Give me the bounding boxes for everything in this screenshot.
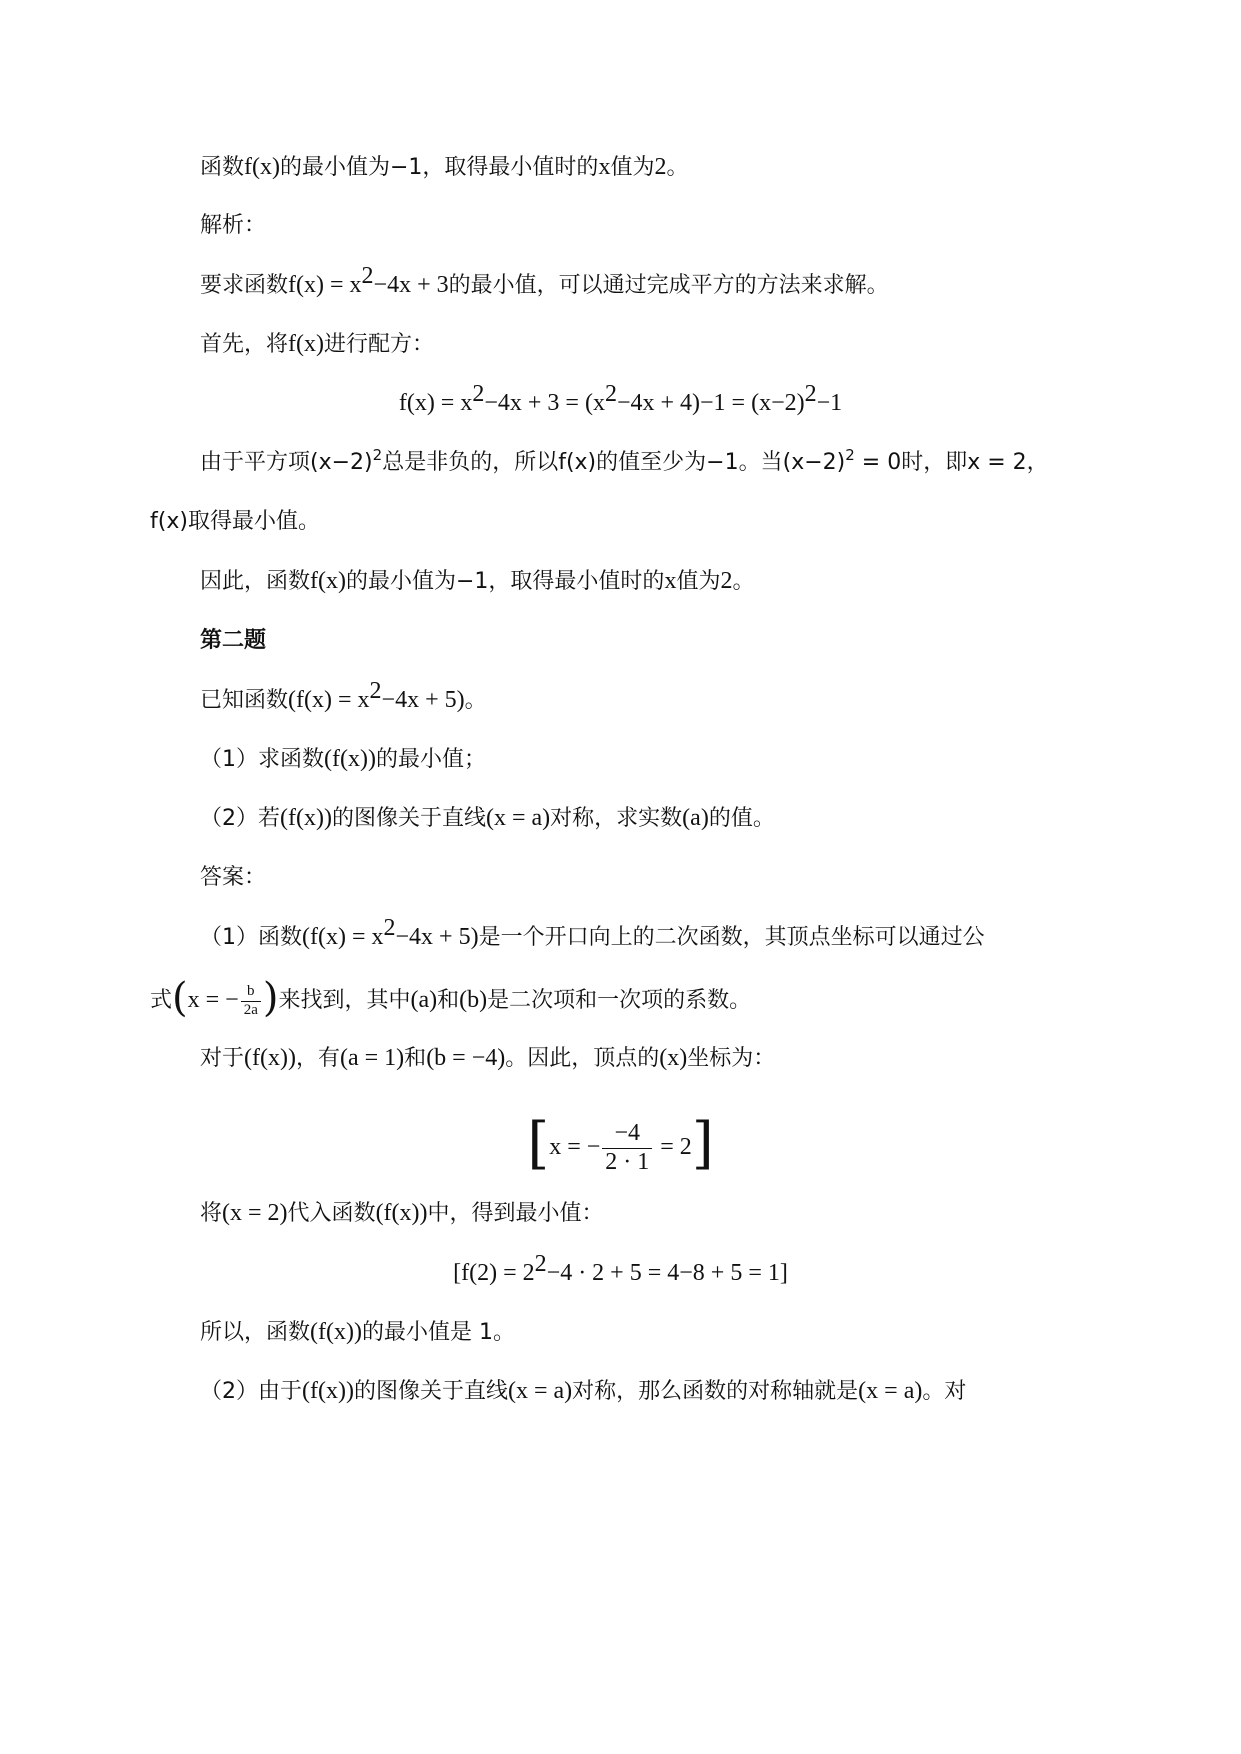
text: 对称，那么函数的对称轴就是 (572, 1379, 859, 1404)
analysis-heading (200, 209, 266, 243)
text: 解析： (200, 213, 267, 238)
exponent: 2 (534, 1251, 547, 1277)
equation-min-value (0, 1251, 1241, 1291)
exponent: 2 (372, 446, 383, 464)
paragraph-line (200, 446, 1049, 480)
text: 对称，求实数 (550, 806, 683, 831)
math: −4x + 4)−1 = (x−2) (616, 390, 805, 416)
text: 。 (732, 569, 755, 594)
fraction (241, 983, 261, 1019)
equation-completing-square (0, 381, 1241, 421)
bracket: [ (527, 1111, 550, 1177)
paragraph-line (200, 564, 754, 599)
text: 已知函数 (200, 688, 289, 713)
text: ， (1026, 450, 1049, 475)
math: x = − (549, 1134, 601, 1161)
bracket: ] (691, 1111, 714, 1177)
fraction (602, 1120, 652, 1176)
text: 坐标为： (687, 1046, 776, 1071)
math: (x−2) (310, 450, 373, 475)
text: 取得最小值。 (187, 509, 320, 534)
paragraph-line (200, 1041, 775, 1076)
math: (f(x) = x (288, 687, 370, 713)
text: 的最小值是 1。 (361, 1320, 515, 1345)
text: 时，即 (901, 450, 968, 475)
text: 是一个开口向上的二次函数，其顶点坐标可以通过公 (478, 925, 985, 950)
paragraph-line (200, 1315, 515, 1350)
answer-heading (200, 861, 266, 895)
exponent: 2 (845, 446, 855, 464)
text: 对于 (200, 1046, 245, 1071)
exponent: 2 (361, 263, 374, 289)
text: ，有 (295, 1046, 340, 1071)
text: 第二题 (200, 628, 267, 653)
math: (f(x)) (375, 1200, 428, 1226)
math: (x = 2) (222, 1200, 288, 1226)
text: 的值。 (708, 806, 775, 831)
math: f(x) = x (288, 272, 362, 298)
math: 2 (654, 154, 667, 180)
text: 来找到，其中 (278, 988, 411, 1013)
text: 值为 (610, 155, 655, 180)
math: f(x) (558, 450, 597, 475)
paragraph-line (150, 505, 320, 539)
text: 所以，函数 (200, 1320, 311, 1345)
exponent: 2 (472, 381, 485, 407)
math: 2 (720, 568, 733, 594)
math: −4 · 2 + 5 = 4−8 + 5 = 1] (546, 1260, 788, 1286)
math: (f(x)) (280, 805, 332, 831)
text: 将 (200, 1201, 223, 1226)
exponent: 2 (369, 678, 382, 704)
text: 。因此，顶点的 (505, 1046, 660, 1071)
text: 要求函数 (200, 273, 289, 298)
text: 的图像关于直线 (353, 1379, 508, 1404)
math: (a = 1) (340, 1045, 405, 1071)
text: 是二次项和一次项的系数。 (487, 988, 752, 1013)
math: = 0 (854, 450, 902, 475)
equation-vertex-x (0, 1111, 1241, 1177)
math: −1 (816, 390, 843, 416)
math: f(x) (150, 509, 188, 534)
numerator: b (241, 983, 261, 1001)
math: (x−2) (782, 450, 846, 475)
problem-statement (200, 678, 487, 718)
text: 因此，函数 (200, 569, 311, 594)
text: 。 (666, 155, 689, 180)
math: (b = −4) (426, 1045, 506, 1071)
numerator: −4 (602, 1120, 652, 1149)
text: 的最小值为−1，取得最小值时的 (280, 155, 599, 180)
math: [f(2) = 2 (453, 1260, 535, 1286)
paragraph-line (150, 975, 752, 1021)
exponent: 2 (804, 381, 817, 407)
math: x = 2 (967, 450, 1027, 475)
math: (f(x) = x (302, 924, 384, 950)
paren: ( (172, 975, 188, 1021)
math: −1 (706, 450, 739, 475)
text: 中，得到最小值： (427, 1201, 604, 1226)
math: f(x) = x (398, 390, 473, 416)
math: −4x + 3 = (x (484, 390, 605, 416)
paragraph-line (200, 263, 889, 303)
text: （1）求函数 (200, 747, 324, 772)
math: −4x + 5) (395, 924, 479, 950)
exponent: 2 (604, 381, 617, 407)
math: (f(x)) (244, 1045, 296, 1071)
math: −4x + 5) (381, 687, 465, 713)
math: x (664, 568, 677, 594)
math: = 2 (654, 1134, 692, 1161)
text: 函数 (200, 155, 245, 180)
text: 。 (464, 688, 487, 713)
paragraph-line (200, 1196, 604, 1231)
math: f(x) (310, 568, 346, 594)
text: 首先，将 (200, 332, 289, 357)
text: 值为 (676, 569, 721, 594)
math: (x = a) (507, 1378, 573, 1404)
answer-summary-line (200, 150, 688, 185)
text: 进行配方： (324, 332, 435, 357)
math: (f(x)) (324, 746, 376, 772)
paragraph-line (200, 327, 434, 362)
text: 和 (404, 1046, 427, 1071)
math: −4x + 3 (373, 272, 449, 298)
text: 的图像关于直线 (331, 806, 486, 831)
text: 的值至少为 (596, 450, 707, 475)
text: （2）若 (200, 806, 280, 831)
question-1 (200, 742, 486, 777)
text: 由于平方项 (200, 450, 311, 475)
paragraph-line (200, 1374, 966, 1409)
text: 。当 (738, 450, 783, 475)
exponent: 2 (383, 915, 396, 941)
math: f(x) (244, 154, 280, 180)
text: （2）由于 (200, 1379, 302, 1404)
paragraph-line (200, 915, 985, 955)
math: (f(x)) (302, 1378, 354, 1404)
text: 的最小值为−1，取得最小值时的 (346, 569, 665, 594)
math: (x = a) (858, 1378, 923, 1404)
math: (a) (410, 987, 438, 1013)
text: （1）函数 (200, 925, 302, 950)
denominator: 2a (243, 1001, 258, 1018)
text: 代入函数 (287, 1201, 376, 1226)
text: 总是非负的，所以 (382, 450, 559, 475)
text: 的最小值； (375, 747, 486, 772)
math: (x = a) (485, 805, 551, 831)
text: 和 (437, 988, 460, 1013)
math: (x) (659, 1045, 688, 1071)
text: 式 (150, 988, 173, 1013)
math: (a) (682, 805, 709, 831)
math: f(x) (288, 331, 324, 357)
question-2 (200, 801, 775, 836)
paren: ) (262, 975, 279, 1021)
math: x = − (187, 987, 239, 1013)
section-heading (200, 624, 266, 658)
math: x (598, 154, 611, 180)
math: (b) (459, 987, 488, 1013)
math: (f(x)) (310, 1319, 362, 1345)
text: 。对 (922, 1379, 967, 1404)
text: 答案： (200, 865, 267, 890)
text: 的最小值，可以通过完成平方的方法来求解。 (448, 273, 889, 298)
denominator: 2 · 1 (605, 1148, 650, 1175)
